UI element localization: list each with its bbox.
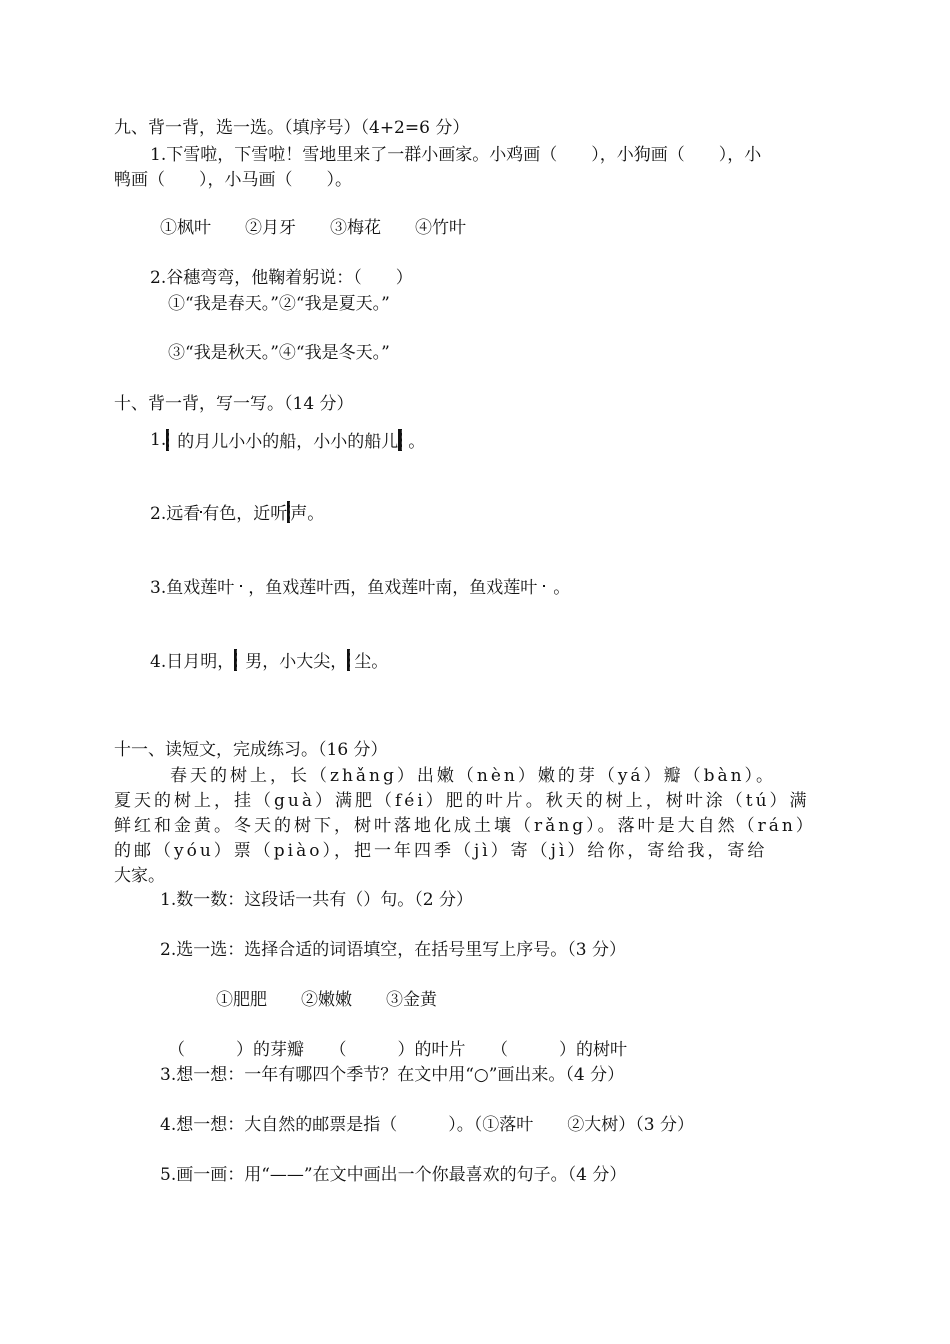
passage-line-4: 的邮（yóu）票（piào），把一年四季（jì）寄（jì）给你，寄给我，寄给 [114,841,768,861]
s11-q4: 4.想一想：大自然的邮票是指（ ）。（①落叶 ②大树）（3 分） [160,1115,694,1135]
s10-q3-a: 3.鱼戏莲叶 [150,578,235,598]
s9-q2-options-2: ③“我是秋天。”④“我是冬天。” [168,343,390,363]
writing-grid-2[interactable] [166,429,169,451]
s11-q5: 5.画一画：用“——”在文中画出一个你最喜欢的句子。（4 分） [160,1165,627,1185]
s10-q4-b: 男，小大尖， [245,652,348,672]
s11-q2-options: ①肥肥 ②嫩嫩 ③金黄 [216,990,437,1010]
s11-q1: 1.数一数：这段话一共有（）句。（2 分） [160,890,473,910]
writing-grid-1[interactable] [543,585,545,587]
s9-q1-line1: 1.下雪啦，下雪啦！雪地里来了一群小画家。小鸡画（ ），小狗画（ ），小 [150,145,762,165]
s10-q2 [150,499,324,524]
s9-q2-options-1: ①“我是春天。”②“我是夏天。” [168,294,390,314]
s10-q2-c: 声。 [290,504,325,524]
passage-line-2: 夏天的树上，挂（guà）满肥（féi）肥的叶片。秋天的树上，树叶涂（tú）满 [114,791,810,811]
section-10-title: 十、背一背，写一写。（14 分） [114,394,354,414]
writing-grid-2[interactable] [287,501,290,523]
passage-line-3: 鲜红和金黄。冬天的树下，树叶落地化成土壤（rǎng）。落叶是大自然（rán） [114,816,816,836]
s11-q2-blanks: （ ）的芽瓣 （ ）的叶片 （ ）的树叶 [168,1040,627,1060]
s10-q1-text: 的月儿小小的船，小小的船儿 [177,432,399,452]
s10-q3 [150,573,570,598]
s10-q4-c: 尘。 [354,652,389,672]
writing-grid-2[interactable] [234,649,237,671]
s11-q2: 2.选一选：选择合适的词语填空，在括号里写上序号。（3 分） [160,940,626,960]
s11-q3: 3.想一想：一年有哪四个季节？在文中用“○”画出来。（4 分） [160,1065,625,1085]
s9-q1-line2: 鸭画（ ），小马画（ ）。 [114,170,352,190]
s10-q1-number: 1. [150,429,167,450]
s10-q2-b: 有色，近听 [202,504,288,524]
s10-q3-b: ，鱼戏莲叶西，鱼戏莲叶南，鱼戏莲叶 [248,578,538,598]
writing-grid-1[interactable] [240,585,242,587]
section-11-title: 十一、读短文，完成练习。（16 分） [114,740,388,760]
writing-grid-3[interactable] [398,429,402,451]
passage-line-1: 春天的树上，长（zhǎng）出嫩（nèn）嫩的芽（yá）瓣（bàn）。 [170,766,777,786]
s9-q2-stem: 2.谷穗弯弯，他鞠着躬说：（ ） [150,268,413,288]
s10-q1 [150,427,425,452]
writing-grid-2[interactable] [347,649,350,671]
s10-q4 [150,647,388,672]
passage-line-5: 大家。 [114,866,165,886]
s10-q4-a: 4.日月明， [150,652,235,672]
s9-q1-options: ①枫叶 ②月牙 ③梅花 ④竹叶 [160,218,466,238]
s10-q2-a: 2.远看 [150,504,201,524]
s10-q1-end: 。 [408,432,426,452]
s10-q3-c: 。 [553,578,571,598]
section-9-title: 九、背一背，选一选。（填序号）（4+2=6 分） [114,118,470,138]
